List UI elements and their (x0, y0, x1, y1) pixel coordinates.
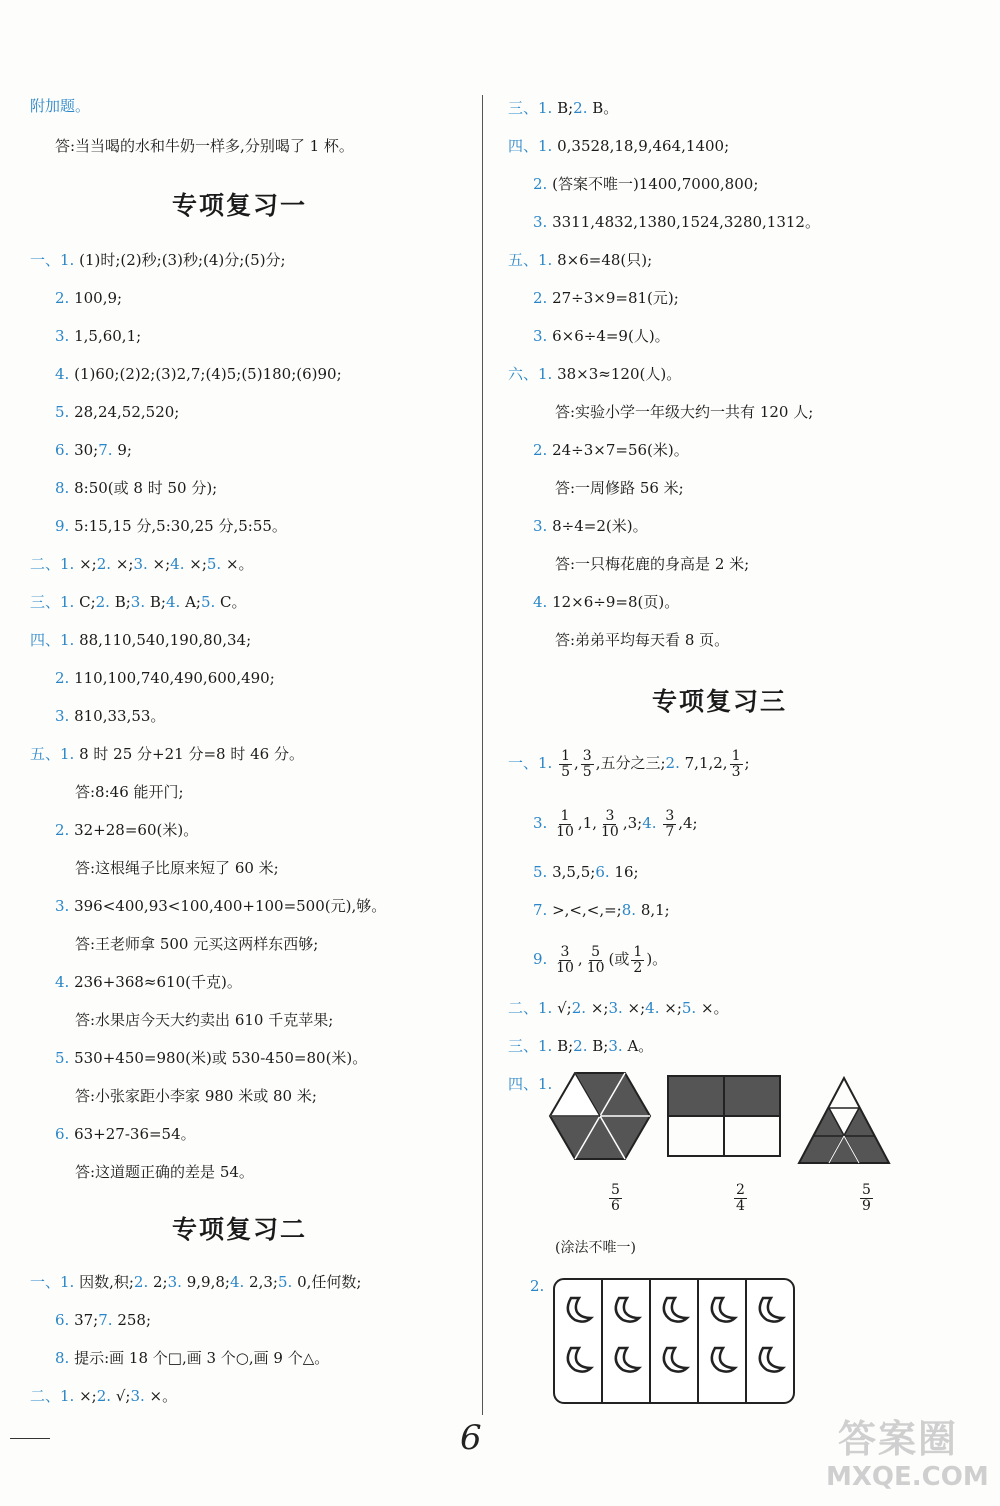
fraction: $\frac{1}{3}$ (731, 747, 741, 780)
section-title-2: 专项复习二 (172, 1215, 308, 1244)
answer-line: 四、1. 88,110,540,190,80,34; (30, 631, 252, 649)
answer-line: 二、1. ×;2. √;3. ×。 (30, 1387, 178, 1405)
answer-line: 8. 8:50(或 8 时 50 分); (55, 479, 218, 497)
answer-line: 答:一周修路 56 米; (555, 479, 684, 497)
answer-line: 3. $\frac{1}{10}$ ,1, $\frac{3}{10}$ ,3;4. $\frac{3}{7}$ ,4; (533, 807, 698, 840)
figure-fraction: $\frac{5}{6}$ (611, 1181, 620, 1214)
answer-line: 3. 6×6÷4=9(人)。 (533, 327, 670, 345)
answer-line: 答:这道题正确的差是 54。 (75, 1163, 254, 1181)
answer-line: 3. 8÷4=2(米)。 (533, 517, 648, 535)
answer-line: 三、1. C;2. B;3. B;4. A;5. C。 (30, 593, 247, 611)
fraction: $\frac{1}{5}$ (561, 747, 571, 780)
answer-line: 7. >,<,<,=;8. 8,1; (533, 901, 670, 919)
answer-line: 9. $\frac{3}{10}$ , $\frac{5}{10}$ (或 $\frac{1}{2}$ )。 (533, 943, 668, 976)
answer-line: 答:小张家距小李家 980 米或 80 米; (75, 1087, 317, 1105)
answer-line: 答:实验小学一年级大约一共有 120 人; (555, 403, 814, 421)
section-title-1: 专项复习一 (172, 191, 308, 220)
answer-line: 2. (答案不唯一)1400,7000,800; (533, 175, 759, 193)
fraction: $\frac{3}{10}$ (601, 807, 619, 840)
rectangle-figure (668, 1076, 780, 1156)
shaded-figures (548, 1068, 898, 1168)
answer-line: 答:这根绳子比原来短了 60 米; (75, 859, 279, 877)
answer-line: 一、1. $\frac{1}{5}$ , $\frac{3}{5}$ ,五分之三;2. 7,1,2, $\frac{1}{3}$ ; (508, 747, 750, 780)
appendix-label: 附加题。 (30, 97, 91, 115)
answer-line: 2. 24÷3×7=56(米)。 (533, 441, 689, 459)
answer-line: 六、1. 38×3≈120(人)。 (508, 365, 682, 383)
hexagon-figure (550, 1073, 650, 1159)
figure-fraction: $\frac{2}{4}$ (736, 1181, 745, 1214)
watermark-logo: 答案圈 (838, 1417, 959, 1461)
answer-line: 4. 236+368≈610(千克)。 (55, 973, 242, 991)
fraction: $\frac{3}{7}$ (665, 807, 675, 840)
answer-line: 4. (1)60;(2)2;(3)2,7;(4)5;(5)180;(6)90; (55, 365, 342, 383)
answer-line: 三、1. B;2. B;3. A。 (508, 1037, 654, 1055)
answer-line: 5. 28,24,52,520; (55, 403, 180, 421)
fraction: $\frac{5}{10}$ (586, 943, 605, 976)
answer-line: 答:一只梅花鹿的身高是 2 米; (555, 555, 750, 573)
answer-line: 一、1. (1)时;(2)秒;(3)秒;(4)分;(5)分; (30, 251, 286, 269)
answer-line: 3. 3311,4832,1380,1524,3280,1312。 (533, 213, 820, 231)
answer-line: 答:8:46 能开门; (75, 783, 184, 801)
answer-line: 五、1. 8 时 25 分+21 分=8 时 46 分。 (30, 745, 304, 763)
answer-line: 2. 27÷3×9=81(元); (533, 289, 679, 307)
answer-line: 答:水果店今天大约卖出 610 千克苹果; (75, 1011, 334, 1029)
fraction: $\frac{3}{5}$ (582, 747, 592, 780)
answer-line: 6. 37;7. 258; (55, 1311, 152, 1329)
answer-line: 3. 810,33,53。 (55, 707, 166, 725)
answer-line: 四、1. 0,3528,18,9,464,1400; (508, 137, 730, 155)
answer-line: 二、1. √;2. ×;3. ×;4. ×;5. ×。 (508, 999, 729, 1017)
answer-line: 8. 提示:画 18 个□,画 3 个○,画 9 个△。 (55, 1349, 330, 1367)
answer-line: 4. 12×6÷9=8(页)。 (533, 593, 680, 611)
answer-line: 5. 3,5,5;6. 16; (533, 863, 639, 881)
watermark-url: MXQE.COM (826, 1462, 989, 1492)
answer-line: 五、1. 8×6=48(只); (508, 251, 653, 269)
answer-line: 6. 30;7. 9; (55, 441, 132, 459)
appendix-answer: 答:当当喝的水和牛奶一样多,分别喝了 1 杯。 (55, 137, 354, 155)
answer-line: 2. 110,100,740,490,600,490; (55, 669, 275, 687)
fraction: $\frac{1}{2}$ (633, 943, 643, 976)
question-number: 四、1. (508, 1075, 553, 1093)
section-title-3: 专项复习三 (652, 687, 788, 716)
answer-line: 答:弟弟平均每天看 8 页。 (555, 631, 730, 649)
handwritten-page-number: 6 (460, 1418, 482, 1458)
answer-line: 答:王老师拿 500 元买这两样东西够; (75, 935, 319, 953)
answer-line: 5. 530+450=980(米)或 530-450=80(米)。 (55, 1049, 368, 1067)
answer-line: 三、1. B;2. B。 (508, 99, 619, 117)
banana-box-figure (553, 1278, 797, 1406)
figure-fraction: $\frac{5}{9}$ (862, 1181, 871, 1214)
note-text: (涂法不唯一) (555, 1240, 636, 1256)
answer-line: 二、1. ×;2. ×;3. ×;4. ×;5. ×。 (30, 555, 254, 573)
answer-line: 2. 100,9; (55, 289, 123, 307)
answer-line: 6. 63+27-36=54。 (55, 1125, 196, 1143)
answer-line: 3. 1,5,60,1; (55, 327, 142, 345)
answer-line: 3. 396<400,93<100,400+100=500(元),够。 (55, 897, 387, 915)
answer-line: 9. 5:15,15 分,5:30,25 分,5:55。 (55, 517, 287, 535)
triangle-figure (799, 1078, 889, 1163)
answer-line: 一、1. 因数,积;2. 2;3. 9,9,8;4. 2,3;5. 0,任何数; (30, 1273, 362, 1291)
column-divider (482, 95, 483, 1415)
fraction: $\frac{1}{10}$ (556, 807, 574, 840)
question-number: 2. (530, 1277, 545, 1295)
fraction: $\frac{3}{10}$ (556, 943, 574, 976)
footer-mark (10, 1438, 50, 1439)
answer-line: 2. 32+28=60(米)。 (55, 821, 199, 839)
